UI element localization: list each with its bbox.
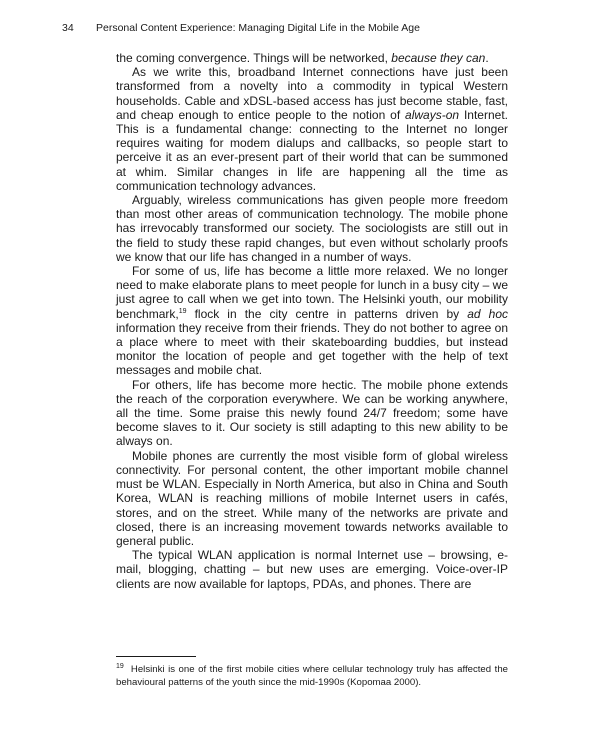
paragraph-7: The typical WLAN application is normal Internet use – browsing, e-mail, blogging, chatting – but new uses are emerging. Voice-over-IP clients are now available for laptops, PDAs, and phones. There are bbox=[116, 548, 508, 591]
running-title: Personal Content Experience: Managing Digital Life in the Mobile Age bbox=[96, 22, 420, 34]
text-run: the coming convergence. Things will be networked, bbox=[116, 51, 392, 65]
footnote-divider bbox=[116, 656, 196, 657]
text-run: As we write this, broadband Internet connections have just been transformed from a novelty into a commodity in typical Western households. Cable and xDSL-based access has just become stable, fast, and cheap enough to entice people to the notion of bbox=[116, 65, 508, 122]
emphasis: always-on bbox=[405, 107, 460, 122]
paragraph-1 bbox=[116, 51, 508, 65]
text-run: flock in the city centre in patterns driven by bbox=[186, 306, 468, 321]
text-run: For some of us, life has become a little more relaxed. We no longer need to make elaborate plans to meet people for lunch in a busy city – we just agree to call when we get into town. The Helsinki youth, our mobility benchmark, bbox=[116, 264, 508, 321]
emphasis: because they can bbox=[391, 51, 486, 65]
paragraph-5: For others, life has become more hectic. The mobile phone extends the reach of the corporation everywhere. We can be working anywhere, all the time. Some praise this newly found 24/7 freedom; some have become slaves to it. Our society is still adapting to this new ability to be always on. bbox=[116, 377, 508, 449]
text-run: information they receive from their friends. They do not bother to agree on a place where to meet with their skateboarding buddies, but instead monitor the location of people and get together with the help of text messages and mobile chat. bbox=[116, 320, 508, 378]
footnote-ref[interactable]: 19 bbox=[178, 307, 187, 315]
text-run: Internet. This is a fundamental change: connecting to the Internet no longer requires waiting for modem dialups and callbacks, so people start to perceive it as an ever-present part of their world that can be summoned at whim. Similar changes in life are happening all the time as communication technology advances. bbox=[116, 107, 508, 193]
text-run: . bbox=[485, 51, 489, 65]
paragraph-3: Arguably, wireless communications has given people more freedom than most other areas of communication technology. The mobile phone has irrevocably transformed our society. The sociologists are still out in the field to study these rapid changes, but even without scholarly proofs we know that our life has changed in a number of ways. bbox=[116, 193, 508, 264]
paragraph-4 bbox=[116, 264, 508, 378]
paragraph-6: Mobile phones are currently the most visible form of global wireless connectivity. For personal content, the other important mobile channel must be WLAN. Especially in North America, but also in China and South Korea, WLAN is reaching millions of mobile Internet users in cafés, stores, and on the street. While many of the networks are private and closed, there is an increasing movement towards networks available to general public. bbox=[116, 448, 508, 548]
page-number: 34 bbox=[62, 22, 74, 34]
footnote bbox=[116, 664, 508, 689]
running-header bbox=[62, 22, 522, 34]
footnote-number: 19 bbox=[116, 662, 124, 670]
paragraph-2 bbox=[116, 65, 508, 193]
emphasis: ad hoc bbox=[467, 306, 508, 321]
body-text bbox=[116, 51, 508, 591]
footnote-text: Helsinki is one of the first mobile cities where cellular technology truly has affected the behavioural patterns of the youth since the mid-1990s (Kopomaa 2000). bbox=[116, 664, 508, 688]
